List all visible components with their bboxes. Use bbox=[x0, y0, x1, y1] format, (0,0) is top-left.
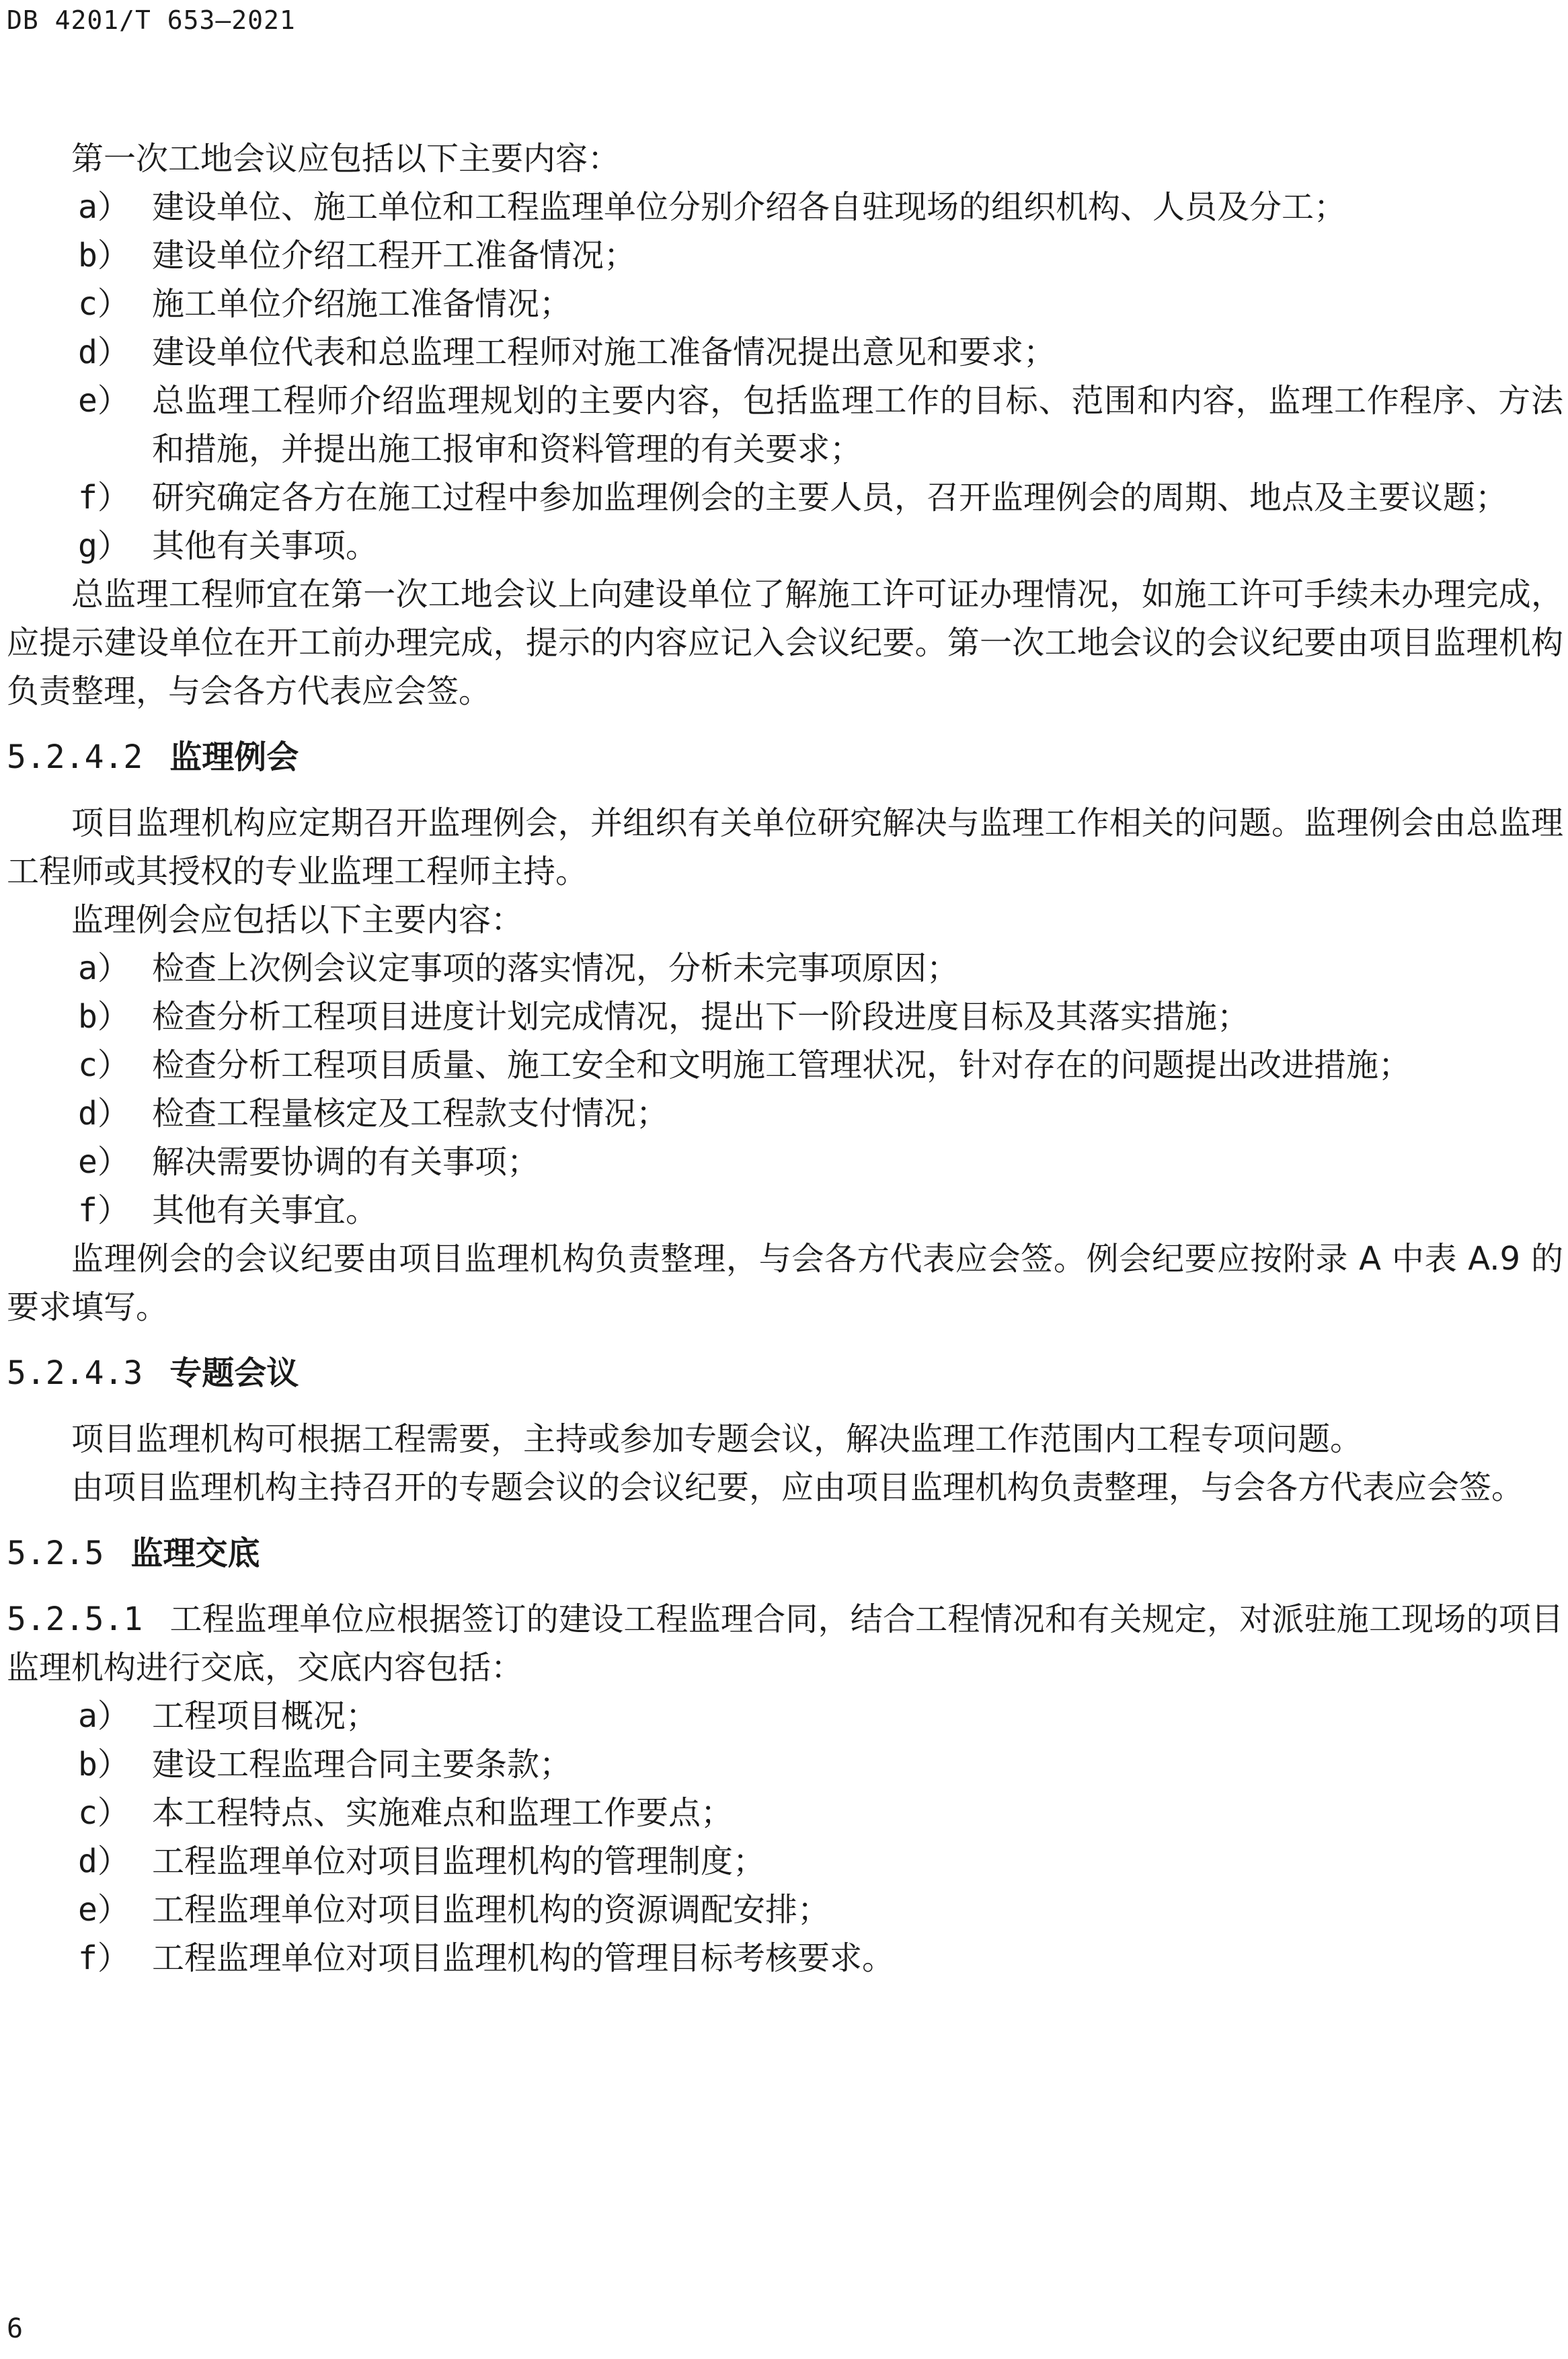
clause-5251: 5.2.5.1 工程监理单位应根据签订的建设工程监理合同，结合工程情况和有关规定，对派驻施工现场的项目监理机构进行交底，交底内容包括： bbox=[7, 1600, 1563, 1687]
section-heading-5243: 5.2.4.3 专题会议 bbox=[7, 1354, 299, 1392]
page-body bbox=[7, 134, 1563, 1982]
list-item: a） 检查上次例会议定事项的落实情况，分析未完事项原因； bbox=[78, 950, 959, 987]
page-number: 6 bbox=[7, 2313, 24, 2344]
block1-list bbox=[7, 183, 1563, 570]
sec5242-paragraph: 项目监理机构应定期召开监理例会，并组织有关单位研究解决与监理工作相关的问题。监理例会由总监理工程师或其授权的专业监理工程师主持。 bbox=[7, 804, 1563, 890]
list-item: e） 总监理工程师介绍监理规划的主要内容，包括监理工作的目标、范围和内容，监理工作程序、方法和措施，并提出施工报审和资料管理的有关要求； bbox=[78, 382, 1563, 468]
list-item: e） 解决需要协调的有关事项； bbox=[78, 1143, 540, 1181]
list-item: f） 工程监理单位对项目监理机构的管理目标考核要求。 bbox=[78, 1939, 895, 1977]
list-item: e） 工程监理单位对项目监理机构的资源调配安排； bbox=[78, 1891, 830, 1929]
list-item: f） 研究确定各方在施工过程中参加监理例会的主要人员，召开监理例会的周期、地点及主要议题； bbox=[78, 479, 1508, 516]
list-item: c） 施工单位介绍施工准备情况； bbox=[78, 285, 572, 323]
block1-closing: 总监理工程师宜在第一次工地会议上向建设单位了解施工许可证办理情况，如施工许可手续未办理完成，应提示建设单位在开工前办理完成，提示的内容应记入会议纪要。第一次工地会议的会议纪要由项目监理机构负责整理，与会各方代表应会签。 bbox=[7, 576, 1563, 710]
sec5242-list bbox=[7, 944, 1563, 1235]
list-item: b） 检查分析工程项目进度计划完成情况，提出下一阶段进度目标及其落实措施； bbox=[78, 998, 1250, 1036]
document-code-header: DB 4201/T 653—2021 bbox=[7, 5, 296, 35]
list-item: a） 工程项目概况； bbox=[78, 1697, 379, 1735]
list-item: b） 建设工程监理合同主要条款； bbox=[78, 1746, 572, 1783]
list-item: b） 建设单位介绍工程开工准备情况； bbox=[78, 237, 637, 274]
section-heading-525: 5.2.5 监理交底 bbox=[7, 1535, 260, 1572]
list-item: c） 本工程特点、实施难点和监理工作要点； bbox=[78, 1794, 734, 1832]
block1-intro: 第一次工地会议应包括以下主要内容： bbox=[71, 140, 621, 178]
list-item: d） 建设单位代表和总监理工程师对施工准备情况提出意见和要求； bbox=[78, 334, 1056, 371]
sec5243-paragraph-1: 项目监理机构可根据工程需要，主持或参加专题会议，解决监理工作范围内工程专项问题。 bbox=[71, 1420, 1363, 1458]
list-item: c） 检查分析工程项目质量、施工安全和文明施工管理状况，针对存在的问题提出改进措施； bbox=[78, 1046, 1411, 1084]
sec5242-closing: 监理例会的会议纪要由项目监理机构负责整理，与会各方代表应会签。例会纪要应按附录 A 中表 A.9 的要求填写。 bbox=[7, 1240, 1563, 1326]
list-item: d） 工程监理单位对项目监理机构的管理制度； bbox=[78, 1843, 766, 1880]
sec5251-list bbox=[7, 1692, 1563, 1982]
list-item: g） 其他有关事项。 bbox=[78, 527, 379, 565]
section-heading-5242: 5.2.4.2 监理例会 bbox=[7, 738, 299, 776]
list-item: a） 建设单位、施工单位和工程监理单位分别介绍各自驻现场的组织机构、人员及分工； bbox=[78, 188, 1347, 226]
sec5242-intro: 监理例会应包括以下主要内容： bbox=[71, 901, 524, 939]
list-item: d） 检查工程量核定及工程款支付情况； bbox=[78, 1095, 669, 1132]
list-item: f） 其他有关事宜。 bbox=[78, 1192, 379, 1229]
sec5243-paragraph-2: 由项目监理机构主持召开的专题会议的会议纪要，应由项目监理机构负责整理，与会各方代表应会签。 bbox=[71, 1469, 1524, 1506]
